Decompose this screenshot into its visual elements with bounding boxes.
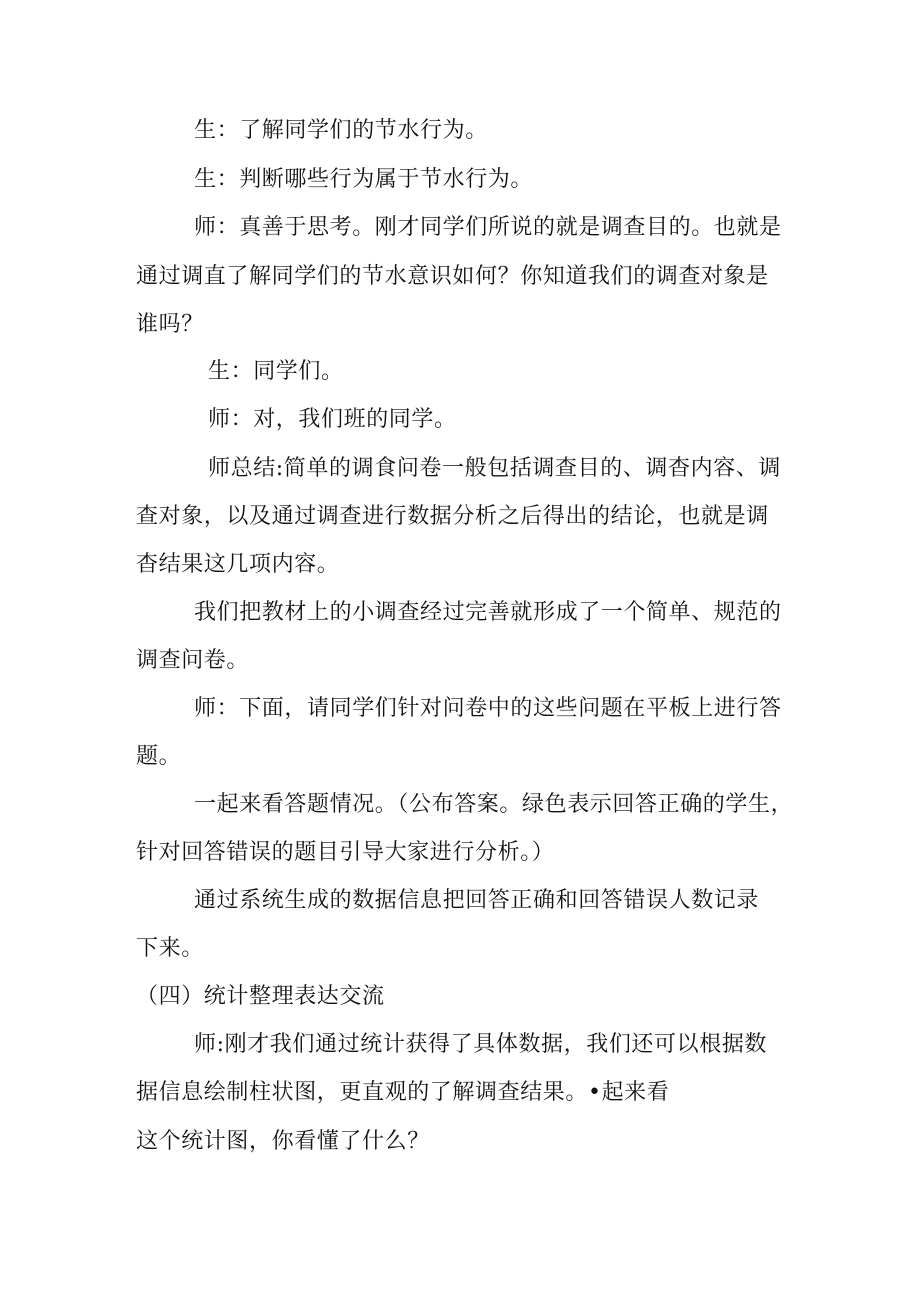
text-line: 这个统计图，你看懂了什么？ [136, 1129, 430, 1154]
text-line: 一起来看答题情况。（公布答案。绿色表示回答正确的学生， [194, 792, 794, 817]
text-line: 生：了解同学们的节水行为。 [194, 118, 488, 143]
text-line: 据信息绘制柱状图，更直观的了解调查结果。•起来看 [136, 1080, 670, 1105]
text-line: 生：同学们。 [208, 359, 344, 384]
text-line: 师:刚才我们通过统计获得了具体数据，我们还可以根据数 [194, 1032, 768, 1057]
section-heading: （四）统计整理表达交流 [136, 984, 385, 1009]
text-line: 师：下面，请同学们针对问卷中的这些问题在平板上进行答 [194, 696, 782, 721]
text-line: 针对回答错误的题目引导大家进行分析。） [136, 840, 555, 865]
text-line: 通过调直了解同学们的节水意识如何？你知道我们的调查对象是 [136, 264, 769, 289]
text-line: 谁吗？ [136, 312, 204, 337]
text-line: 师：真善于思考。刚才同学们所说的就是调查目的。也就是 [194, 215, 782, 240]
text-line: 生：判断哪些行为属于节水行为。 [194, 167, 534, 192]
text-line: 通过系统生成的数据信息把回答正确和回答错误人数记录 [194, 888, 760, 913]
text-line: 题。 [136, 744, 182, 769]
text-line: 我们把教材上的小调查经过完善就形成了一个简单、规范的 [194, 600, 782, 625]
text-line: 杳结果这几项内容。 [136, 552, 340, 577]
text-line: 调查问卷。 [136, 648, 250, 673]
text-line: 师：对，我们班的同学。 [208, 407, 457, 432]
text-line: 下来。 [136, 936, 204, 961]
text-line: 查对象，以及通过调查进行数据分析之后得出的结论，也就是调 [136, 504, 769, 529]
text-line: 师总结:简单的调食问卷一般包括调查目的、调杳内容、调 [208, 456, 782, 481]
